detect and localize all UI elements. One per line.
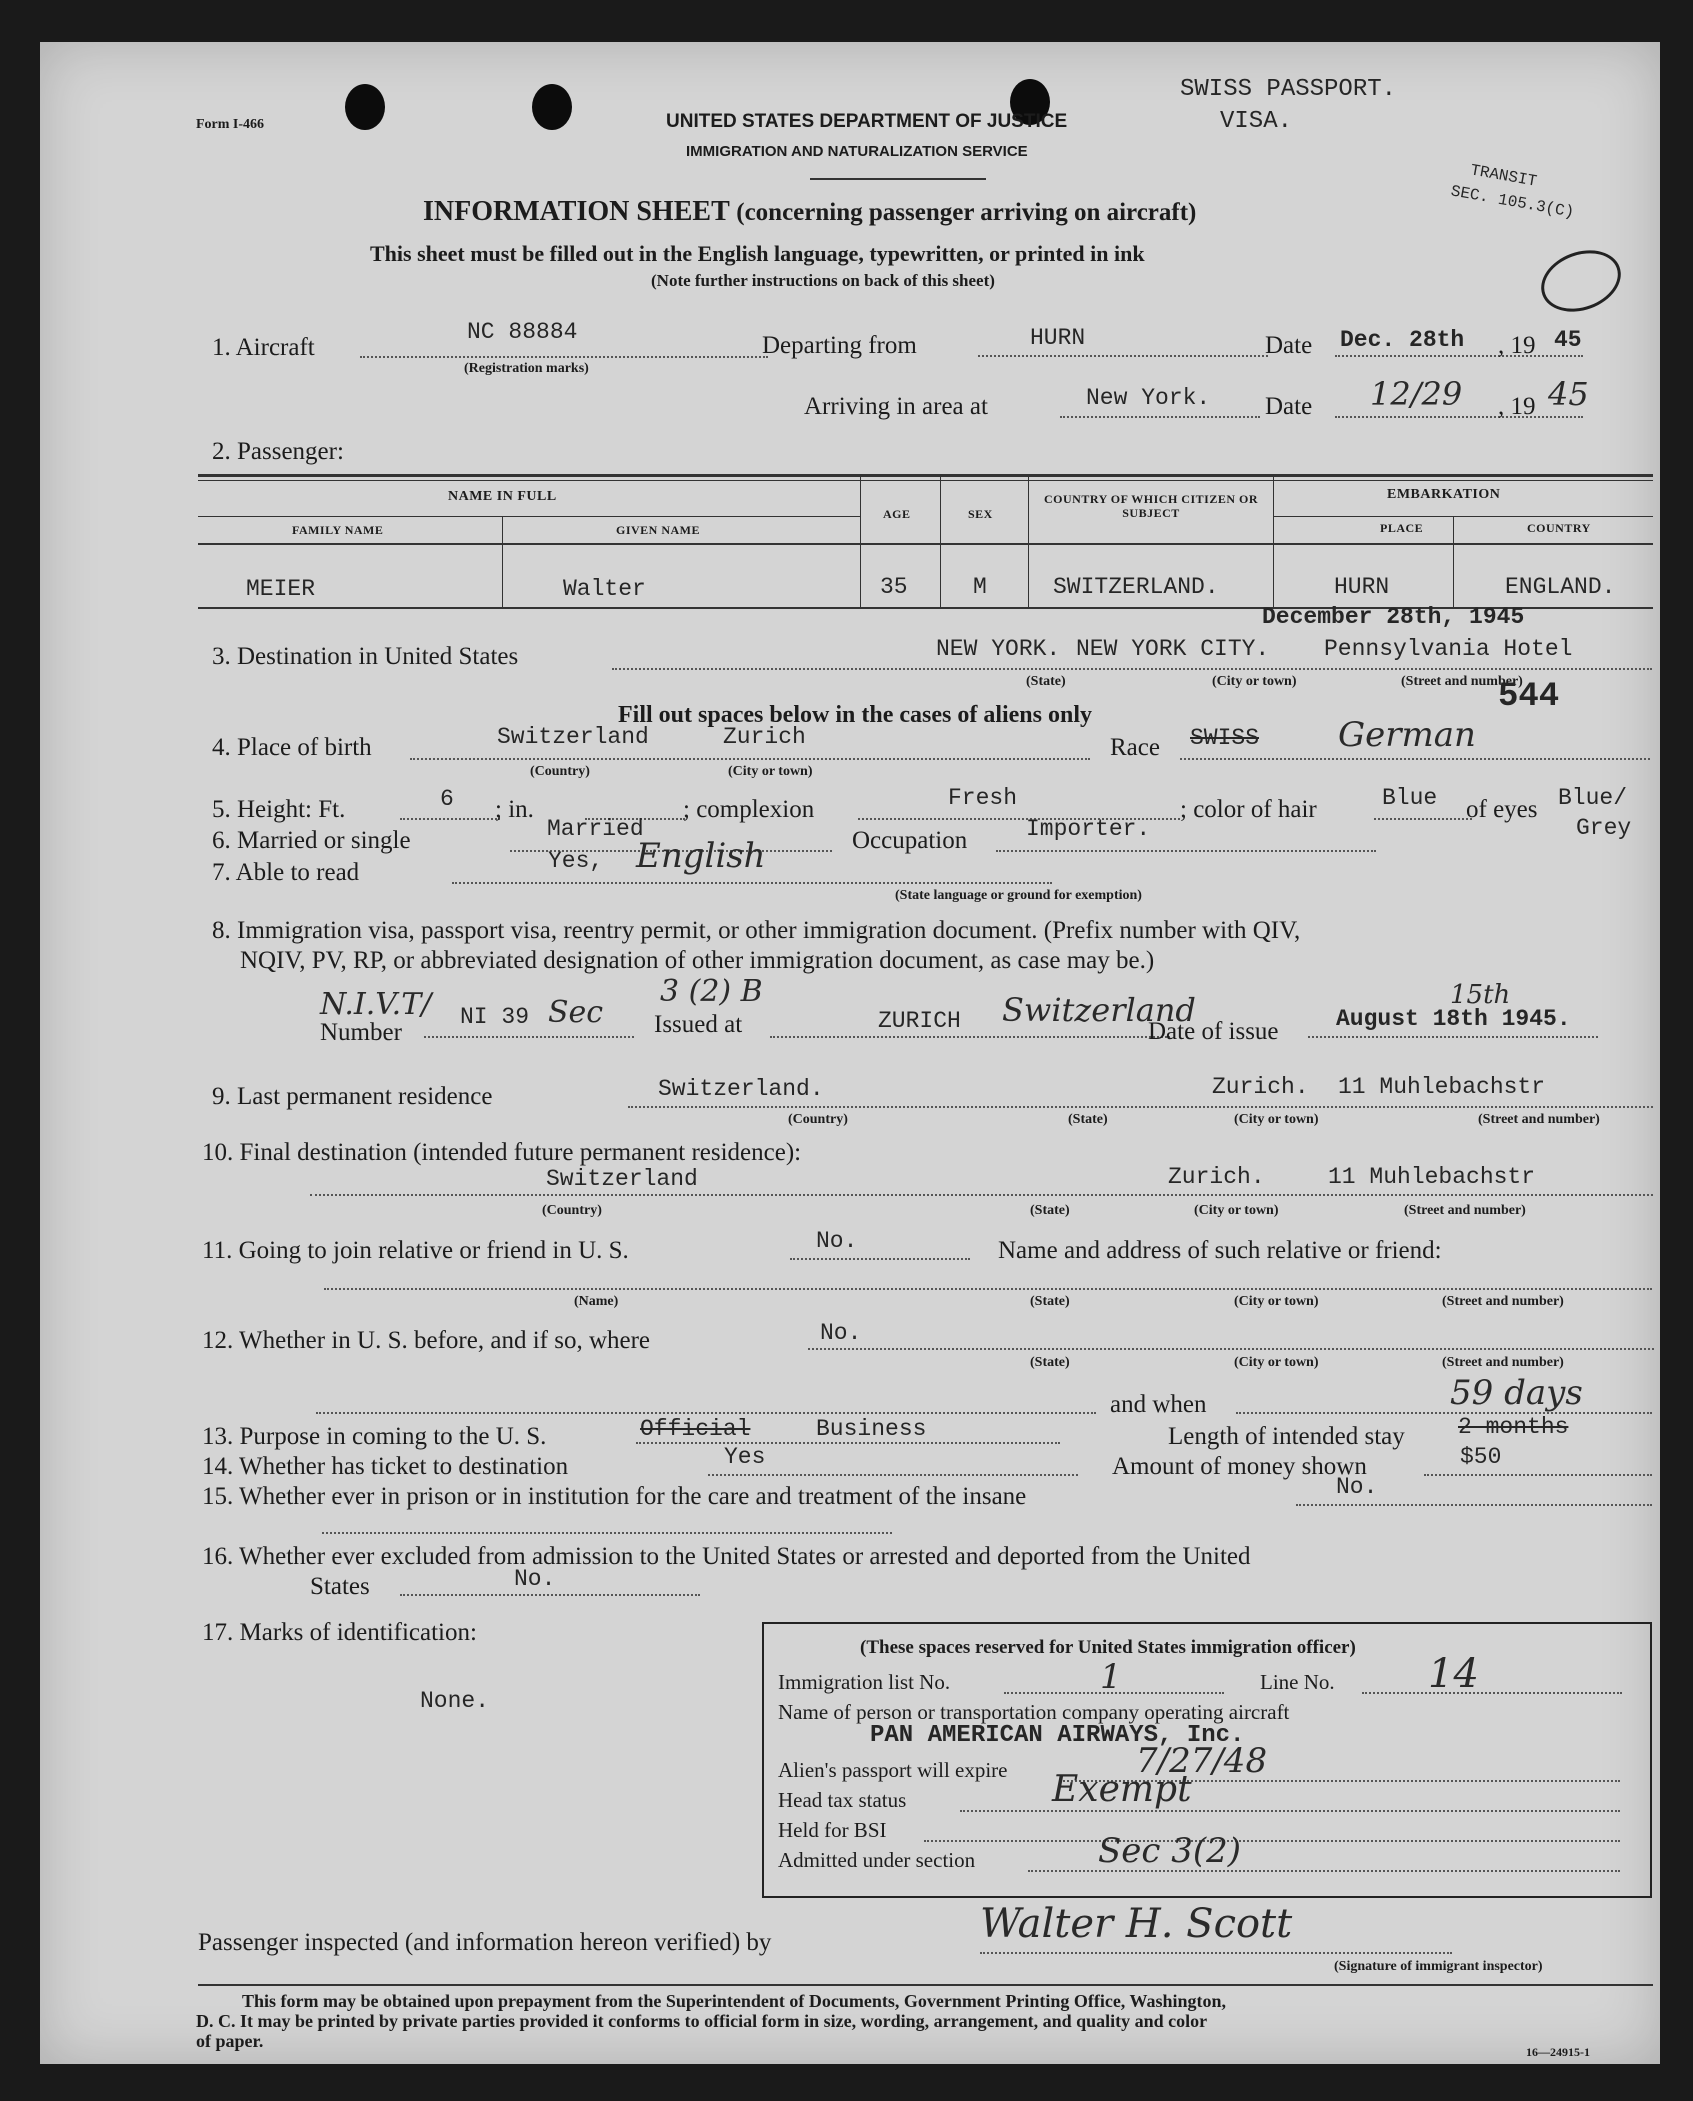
race-struck-value: SWISS (1190, 725, 1260, 751)
list-no-label: Immigration list No. (778, 1670, 951, 1694)
form-title: INFORMATION SHEET (concerning passenger arriving on aircraft) (423, 196, 1197, 227)
age-header: AGE (883, 507, 911, 521)
footer-line2: D. C. It may be printed by private parties provided it conforms to official form in size, wording, arrangement, and quality and color (196, 2011, 1208, 2031)
read-ability-label: 7. Able to read (212, 859, 360, 886)
admitted-section-label: Admitted under section (778, 1848, 976, 1872)
age-value: 35 (880, 574, 908, 600)
aircraft-label: 1. Aircraft (212, 334, 315, 361)
corner-visa-type: VISA. (1220, 108, 1293, 135)
aliens-only-heading: Fill out spaces below in the cases of aliens only (618, 702, 1093, 728)
hair-color-label: ; color of hair (1180, 796, 1317, 823)
last-residence-country-caption: (Country) (788, 1112, 848, 1127)
identification-marks-label: 17. Marks of identification: (202, 1619, 477, 1646)
punch-hole (345, 84, 385, 130)
document-prefix-hand: N.I.V.T/ (320, 987, 432, 1022)
back-instruction: (Note further instructions on back of this sheet) (651, 271, 995, 290)
issue-date-correction: 15th (1450, 980, 1511, 1010)
form-sheet (40, 42, 1660, 2064)
institution-label: 15. Whether ever in prison or in institution for the care and treatment of the insane (202, 1483, 1027, 1510)
birth-country-caption: (Country) (530, 764, 590, 779)
departing-value: HURN (1030, 325, 1086, 351)
read-language-value: English (636, 836, 766, 876)
money-label: Amount of money shown (1112, 1453, 1367, 1480)
document-section-hand: Sec (548, 995, 604, 1030)
final-destination-city-caption: (City or town) (1194, 1203, 1279, 1218)
race-label: Race (1110, 734, 1160, 761)
relative-street-caption: (Street and number) (1442, 1294, 1564, 1309)
final-destination-country-caption: (Country) (542, 1203, 602, 1218)
complexion-label: ; complexion (683, 796, 815, 823)
arrival-date-value: 12/29 (1370, 375, 1463, 413)
destination-note-date: December 28th, 1945 (1262, 604, 1525, 630)
document-question-line2: NQIV, PV, RP, or abbreviated designation of other immigration document, as case may be.) (240, 947, 1155, 974)
language-instruction: This sheet must be filled out in the English language, typewritten, or printed in ink (370, 241, 1145, 266)
issue-date-label: Date of issue (1148, 1018, 1279, 1045)
purpose-value: Business (816, 1416, 927, 1442)
passport-expiry-label: Alien's passport will expire (778, 1758, 1008, 1782)
document-question-line1: 8. Immigration visa, passport visa, reentry permit, or other immigration document. (Prefix number with QIV, (212, 917, 1301, 944)
departure-year-prefix: , 19 (1498, 332, 1536, 359)
destination-state: NEW YORK. (936, 636, 1061, 662)
sex-value: M (973, 574, 987, 600)
departure-year-value: 45 (1554, 327, 1582, 353)
head-tax-label: Head tax status (778, 1788, 907, 1812)
arrival-date-label: Date (1265, 393, 1313, 420)
last-residence-street-caption: (Street and number) (1478, 1112, 1600, 1127)
last-residence-label: 9. Last permanent residence (212, 1083, 493, 1110)
registration-caption: (Registration marks) (464, 361, 589, 376)
final-destination-country: Switzerland (546, 1166, 698, 1192)
officer-box-title: (These spaces reserved for United States immigration officer) (860, 1637, 1356, 1658)
destination-state-caption: (State) (1026, 674, 1066, 689)
officer-box (762, 1622, 1652, 1898)
inspected-by-label: Passenger inspected (and information hereon verified) by (198, 1929, 772, 1956)
last-residence-city: Zurich. (1212, 1074, 1309, 1100)
operator-label: Name of person or transportation company operating aircraft (778, 1700, 1290, 1724)
previous-visit-city-caption: (City or town) (1234, 1355, 1319, 1370)
birth-country: Switzerland (497, 724, 649, 750)
place-header: PLACE (1380, 521, 1424, 535)
destination-street-caption: (Street and number) (1401, 674, 1523, 689)
inspector-signature: Walter H. Scott (980, 1901, 1293, 1947)
eye-color-value-2: Grey (1576, 815, 1632, 841)
eye-color-value: Blue/ (1558, 785, 1628, 811)
birth-city-caption: (City or town) (728, 764, 813, 779)
stay-length-value: 2 months (1458, 1414, 1569, 1440)
final-destination-state-caption: (State) (1030, 1203, 1070, 1218)
family-name-header: FAMILY NAME (292, 523, 384, 537)
transit-stamp: TRANSIT (1468, 161, 1539, 191)
citizenship-header: COUNTRY OF WHICH CITIZEN OR SUBJECT (1044, 492, 1258, 521)
relative-name-caption: (Name) (574, 1294, 619, 1309)
excluded-question-line2: States (310, 1573, 370, 1600)
excluded-value: No. (514, 1566, 556, 1592)
ticket-label: 14. Whether has ticket to destination (202, 1453, 569, 1480)
relative-address-label: Name and address of such relative or friend: (998, 1237, 1442, 1264)
arriving-value: New York. (1086, 385, 1211, 411)
height-inches-label: ; in. (495, 796, 534, 823)
join-relative-label: 11. Going to join relative or friend in U. S. (202, 1237, 629, 1264)
arriving-label: Arriving in area at (804, 393, 988, 420)
previous-visit-street-caption: (Street and number) (1442, 1355, 1564, 1370)
ticket-value: Yes (724, 1444, 766, 1470)
line-no-label: Line No. (1260, 1670, 1335, 1694)
previous-visit-value: No. (820, 1320, 862, 1346)
sex-header: SEX (968, 507, 993, 521)
height-feet-value: 6 (440, 786, 454, 812)
document-number-value: NI 39 (460, 1004, 530, 1030)
punch-hole (532, 84, 572, 130)
complexion-value: Fresh (948, 785, 1018, 811)
arrival-year-value: 45 (1548, 375, 1589, 413)
head-tax-value: Exempt (1052, 1769, 1192, 1810)
country-header: COUNTRY (1527, 521, 1591, 535)
join-relative-value: No. (816, 1228, 858, 1254)
last-residence-street: 11 Muhlebachstr (1338, 1074, 1546, 1100)
last-residence-city-caption: (City or town) (1234, 1112, 1319, 1127)
destination-street: Pennsylvania Hotel (1324, 636, 1573, 662)
birth-city: Zurich (723, 724, 806, 750)
race-value: German (1338, 715, 1476, 755)
read-ability-value: Yes, (548, 848, 604, 874)
institution-value: No. (1336, 1474, 1378, 1500)
relative-state-caption: (State) (1030, 1294, 1070, 1309)
document-section-note: 3 (2) B (660, 974, 763, 1009)
issued-at-label: Issued at (654, 1011, 743, 1038)
purpose-struck-value: Official (640, 1416, 751, 1442)
issued-at-hand: Switzerland (1002, 991, 1196, 1029)
admitted-section-value: Sec 3(2) (1098, 1831, 1242, 1871)
corner-passport-type: SWISS PASSPORT. (1180, 76, 1397, 103)
citizenship-value: SWITZERLAND. (1053, 574, 1219, 600)
form-number: Form I-466 (196, 117, 265, 132)
identification-marks-value: None. (420, 1688, 490, 1714)
departing-label: Departing from (762, 332, 917, 359)
previous-visit-state-caption: (State) (1030, 1355, 1070, 1370)
issue-date-value: August 18th 1945. (1336, 1006, 1571, 1032)
embark-place-value: HURN (1334, 574, 1390, 600)
given-name-header: GIVEN NAME (616, 523, 701, 537)
signature-caption: (Signature of immigrant inspector) (1334, 1959, 1543, 1974)
given-name-value: Walter (563, 576, 646, 602)
excluded-question-line1: 16. Whether ever excluded from admission to the United States or arrested and deported from the United (202, 1543, 1251, 1570)
last-residence-country: Switzerland. (658, 1076, 824, 1102)
destination-city-caption: (City or town) (1212, 674, 1297, 689)
department-name: UNITED STATES DEPARTMENT OF JUSTICE (666, 111, 1068, 132)
form-print-code: 16—24915-1 (1526, 2045, 1590, 2059)
eye-color-label: of eyes (1466, 796, 1538, 823)
height-label: 5. Height: Ft. (212, 796, 346, 823)
marital-label: 6. Married or single (212, 827, 411, 854)
aircraft-value: NC 88884 (467, 319, 578, 345)
operator-value: PAN AMERICAN AIRWAYS, Inc. (870, 1722, 1245, 1749)
document-number-label: Number (320, 1019, 402, 1046)
purpose-label: 13. Purpose in coming to the U. S. (202, 1423, 547, 1450)
embark-country-value: ENGLAND. (1505, 574, 1616, 600)
previous-visit-label: 12. Whether in U. S. before, and if so, where (202, 1327, 651, 1354)
family-name-value: MEIER (246, 576, 316, 602)
stay-length-label: Length of intended stay (1168, 1423, 1405, 1450)
occupation-label: Occupation (852, 827, 968, 854)
list-no-value: 1 (1100, 1657, 1122, 1697)
circle-mark (1533, 240, 1630, 323)
issued-at-value: ZURICH (878, 1008, 961, 1034)
destination-label: 3. Destination in United States (212, 643, 519, 670)
name-in-full-header: NAME IN FULL (448, 489, 557, 504)
birthplace-label: 4. Place of birth (212, 734, 372, 761)
arrival-year-prefix: , 19 (1498, 393, 1536, 420)
hair-color-value: Blue (1382, 785, 1438, 811)
relative-city-caption: (City or town) (1234, 1294, 1319, 1309)
destination-city: NEW YORK CITY. (1076, 636, 1270, 662)
destination-note-number: 544 (1498, 678, 1560, 716)
footer-line1: This form may be obtained upon prepayment from the Superintendent of Documents, Government Printing Office, Washington, (242, 1991, 1227, 2011)
previous-visit-when-label: and when (1110, 1391, 1207, 1418)
section-stamp: SEC. 105.3(C) (1449, 182, 1576, 222)
marital-value: Married (547, 816, 644, 842)
last-residence-state-caption: (State) (1068, 1112, 1108, 1127)
money-value: $50 (1460, 1444, 1502, 1470)
occupation-value: Importer. (1026, 816, 1151, 842)
final-destination-street: 11 Muhlebachstr (1328, 1164, 1536, 1190)
final-destination-street-caption: (Street and number) (1404, 1203, 1526, 1218)
bsi-label: Held for BSI (778, 1818, 887, 1842)
passenger-label: 2. Passenger: (212, 438, 344, 465)
service-name: IMMIGRATION AND NATURALIZATION SERVICE (686, 143, 1028, 160)
departure-date-label: Date (1265, 332, 1313, 359)
read-ability-caption: (State language or ground for exemption) (895, 888, 1142, 903)
final-destination-city: Zurich. (1168, 1164, 1265, 1190)
passport-expiry-value: 7/27/48 (1136, 1741, 1268, 1781)
line-no-value: 14 (1428, 1651, 1479, 1697)
embarkation-header: EMBARKATION (1387, 487, 1501, 502)
stay-length-hand: 59 days (1450, 1373, 1583, 1413)
departure-date-value: Dec. 28th (1340, 327, 1465, 353)
final-destination-label: 10. Final destination (intended future permanent residence): (202, 1139, 802, 1166)
footer-line3: of paper. (196, 2031, 264, 2051)
